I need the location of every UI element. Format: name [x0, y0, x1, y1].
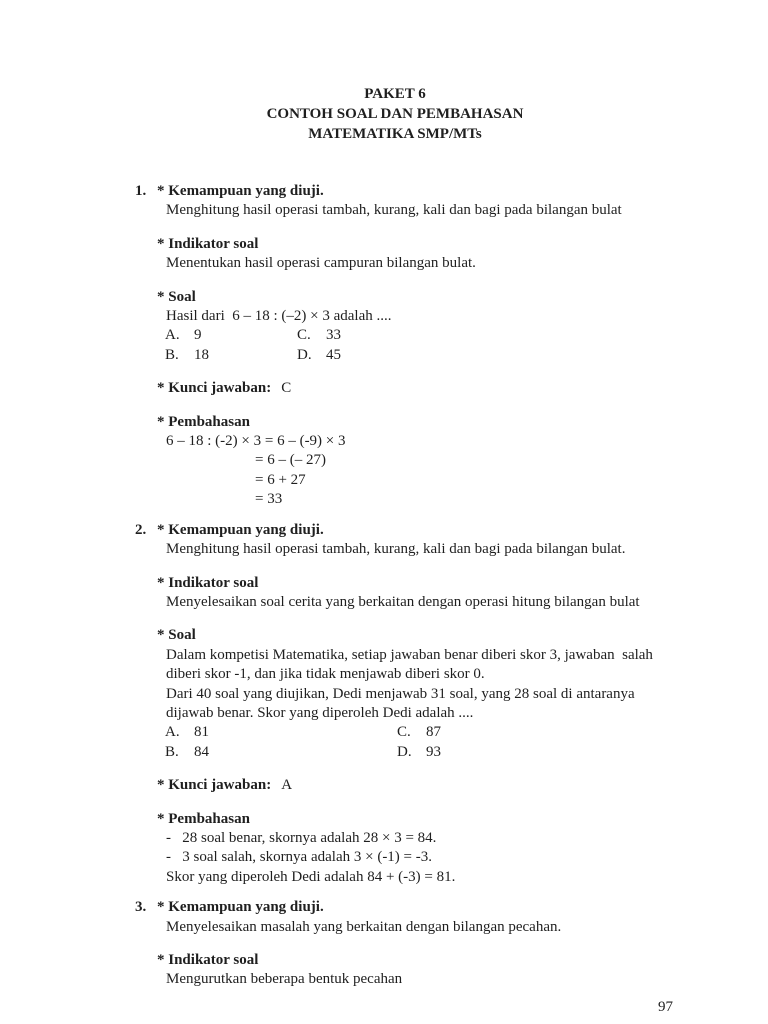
section-text: Menyelesaikan soal cerita yang berkaitan dengan operasi hitung bilangan bulat: [166, 593, 640, 610]
option-c-value: 87: [426, 724, 441, 741]
item-number: 3.: [135, 899, 147, 916]
option-d-value: 93: [426, 743, 441, 760]
header-title: PAKET 6: [364, 86, 426, 102]
option-b-label: B.: [165, 743, 179, 760]
question-text-line: Dalam kompetisi Matematika, setiap jawaban benar diberi skor 3, jawaban salah: [166, 646, 653, 663]
answer-key-label: * Kunci jawaban:: [157, 380, 272, 397]
section-soal: [157, 626, 655, 762]
option-a-value: 81: [194, 724, 209, 741]
option-c-value: 33: [326, 327, 341, 344]
option-a-label: A.: [165, 724, 180, 741]
section-text: Menentukan hasil operasi campuran bilangan bulat.: [166, 255, 476, 272]
option-c: [297, 326, 341, 345]
section-heading: * Kemampuan yang diuji.: [157, 521, 324, 538]
item-number: 2.: [135, 521, 147, 538]
question-item-2: [135, 521, 655, 888]
calc-line: = 33: [255, 491, 283, 508]
section-pembahasan: [157, 810, 655, 888]
option-b: [165, 346, 297, 365]
option-d-label: D.: [297, 346, 312, 363]
section-text: Menyelesaikan masalah yang berkaitan dengan bilangan pecahan.: [166, 918, 562, 935]
section-heading: * Indikator soal: [157, 574, 259, 591]
question-text-line: dijawab benar. Skor yang diperoleh Dedi adalah ....: [166, 704, 474, 721]
section-heading: * Soal: [157, 627, 196, 644]
explanation-line: - 3 soal salah, skornya adalah 3 × (-1) = -3.: [166, 849, 433, 866]
option-d-label: D.: [397, 743, 412, 760]
answer-key-value: C: [281, 380, 292, 397]
explanation-line: - 28 soal benar, skornya adalah 28 × 3 = 84.: [166, 829, 437, 846]
option-c-label: C.: [297, 327, 311, 344]
section-soal: [157, 288, 655, 366]
section-indikator: [157, 574, 655, 613]
header-subject: MATEMATIKA SMP/MTs: [308, 126, 482, 142]
section-kunci-jawaban: [157, 776, 655, 795]
section-heading: * Pembahasan: [157, 810, 250, 827]
option-a-label: A.: [165, 327, 180, 344]
option-a: [165, 326, 297, 345]
section-text: Menghitung hasil operasi tambah, kurang, kali dan bagi pada bilangan bulat: [166, 202, 622, 219]
item-number: 1.: [135, 183, 147, 199]
question-item-1: [135, 182, 655, 510]
option-row: [165, 346, 655, 365]
calc-line: 6 – 18 : (-2) × 3 = 6 – (-9) × 3: [166, 433, 346, 450]
option-b-label: B.: [165, 346, 179, 363]
answer-options: [157, 326, 655, 365]
section-heading: * Kemampuan yang diuji.: [157, 183, 324, 199]
option-b-value: 18: [194, 346, 209, 363]
option-c-label: C.: [397, 724, 411, 741]
section-text: Mengurutkan beberapa bentuk pecahan: [166, 971, 403, 988]
option-b-value: 84: [194, 743, 209, 760]
calculation-steps: [157, 432, 655, 510]
option-a-value: 9: [194, 327, 202, 344]
option-a: [165, 723, 397, 742]
section-heading: * Soal: [157, 288, 196, 305]
option-row: [165, 743, 655, 762]
section-text: Menghitung hasil operasi tambah, kurang, kali dan bagi pada bilangan bulat.: [166, 541, 626, 558]
option-d-value: 45: [326, 346, 341, 363]
question-text: Hasil dari 6 – 18 : (–2) × 3 adalah ....: [166, 308, 392, 325]
answer-options: [157, 723, 655, 762]
question-list: [135, 182, 655, 990]
section-heading: * Pembahasan: [157, 413, 250, 430]
section-indikator: [157, 235, 655, 274]
section-heading: * Indikator soal: [157, 952, 259, 968]
answer-key-value: A: [281, 777, 293, 794]
section-kemampuan: [157, 898, 655, 937]
calc-line: = 6 – (– 27): [255, 452, 326, 469]
section-kemampuan: [157, 182, 655, 221]
section-heading: * Kemampuan yang diuji.: [157, 899, 324, 916]
header-subtitle: CONTOH SOAL DAN PEMBAHASAN: [266, 106, 524, 122]
section-heading: * Indikator soal: [157, 235, 259, 252]
option-d: [297, 346, 341, 365]
option-row: [165, 326, 655, 345]
option-d: [397, 743, 441, 762]
section-indikator: [157, 951, 655, 990]
explanation-line: Skor yang diperoleh Dedi adalah 84 + (-3) = 81.: [166, 868, 456, 885]
question-text-line: Dari 40 soal yang diujikan, Dedi menjawab 31 soal, yang 28 soal di antaranya: [166, 685, 635, 702]
question-item-3: [135, 898, 655, 990]
section-pembahasan: [157, 413, 655, 510]
option-c: [397, 723, 441, 742]
answer-key-label: * Kunci jawaban:: [157, 777, 272, 794]
page-number: 97: [658, 999, 673, 1015]
option-row: [165, 723, 655, 742]
document-header: [135, 84, 655, 144]
section-kemampuan: [157, 521, 655, 560]
section-kunci-jawaban: [157, 379, 655, 398]
option-b: [165, 743, 397, 762]
calc-line: = 6 + 27: [255, 471, 306, 488]
question-text-line: diberi skor -1, dan jika tidak menjawab diberi skor 0.: [166, 666, 485, 683]
